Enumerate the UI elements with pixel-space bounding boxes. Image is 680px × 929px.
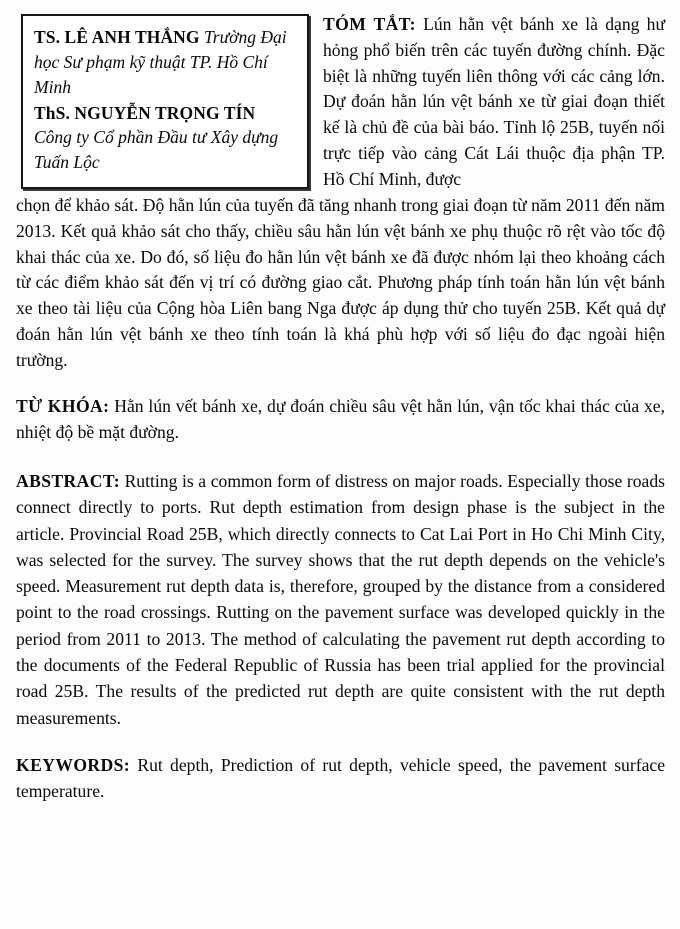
author-line-2 bbox=[34, 101, 296, 126]
author-affiliation-2: Công ty Cổ phần Đầu tư Xây dựng Tuấn Lộc bbox=[34, 127, 279, 173]
vietnamese-keywords-label: TỪ KHÓA: bbox=[16, 396, 110, 417]
top-zone bbox=[0, 0, 680, 193]
author-name-2: ThS. NGUYỄN TRỌNG TÍN bbox=[34, 102, 256, 123]
english-abstract-label: ABSTRACT: bbox=[16, 470, 120, 491]
english-keywords-label: KEYWORDS: bbox=[16, 754, 131, 775]
vietnamese-keywords bbox=[16, 394, 665, 446]
author-entry-2 bbox=[34, 101, 296, 176]
vietnamese-abstract-text: Lún hằn vệt bánh xe là dạng hư hỏng phổ biến trên các tuyến đường chính. Đặc biệt là những tuyến liên thông với các cảng lớn. Dự đoán hằn lún vệt bánh xe từ giai đoạn thiết kế là chủ đề của bài báo. Tỉnh lộ 25B, tuyến nối trực tiếp vào cảng Cát Lái thuộc địa phận TP. Hồ Chí Minh, được bbox=[323, 14, 665, 189]
author-affiliation-line-2 bbox=[34, 125, 296, 175]
author-affiliation-1: Trường Đại học Sư phạm kỹ thuật TP. Hồ Chí Minh bbox=[34, 27, 287, 97]
vietnamese-abstract-continued-text: chọn để khảo sát. Độ hằn lún của tuyến đã tăng nhanh trong giai đoạn từ năm 2011 đến năm 2013. Kết quả khảo sát cho thấy, chiều sâu hằn lún vệt bánh xe phụ thuộc rõ rệt vào tốc độ khai thác của xe. Do đó, số liệu đo hằn lún vệt bánh xe đã được nhóm lại theo khoảng cách từ các điểm khảo sát đến vị trí có đường giao cắt. Phương pháp tính toán hằn lún vệt bánh xe theo tài liệu của Cộng hòa Liên bang Nga được áp dụng thử cho tuyến 25B. Kết quả dự đoán hằn lún vệt bánh xe theo tính toán là khá phù hợp với số liệu đo đạc ngoài hiện trường. bbox=[16, 195, 665, 370]
english-abstract-text: Rutting is a common form of distress on major roads. Especially those roads connect directly to ports. Rut depth estimation from design phase is the subject in the article. Provincial Road 25B, which directly connects to Cat Lai Port in Ho Chi Minh City, was selected for the survey. The survey shows that the rut depth depends on the vehicle's speed. Measurement rut depth data is, therefore, grouped by the distance from a considered point to the road crossings. Rutting on the pavement surface was developed quickly in the period from 2011 to 2013. The method of calculating the pavement rut depth according to the documents of the Federal Republic of Russia has been trial applied for the provincial road 25B. The results of the predicted rut depth are quite consistent with the rut depth measurements. bbox=[16, 470, 665, 728]
author-line-1 bbox=[34, 25, 296, 100]
vietnamese-abstract-continued bbox=[16, 193, 665, 373]
vietnamese-abstract-label: TÓM TẮT: bbox=[323, 14, 416, 34]
author-info-box bbox=[21, 14, 309, 189]
vietnamese-keywords-text: Hằn lún vết bánh xe, dự đoán chiều sâu vệt hằn lún, vận tốc khai thác của xe, nhiệt độ bề mặt đường. bbox=[16, 396, 665, 443]
author-name-1: TS. LÊ ANH THẮNG bbox=[34, 27, 200, 47]
english-keywords bbox=[16, 752, 665, 805]
spacer-before-english-abstract bbox=[16, 446, 665, 468]
author-entry-1 bbox=[34, 25, 296, 100]
english-abstract bbox=[16, 468, 665, 731]
english-keywords-text: Rut depth, Prediction of rut depth, vehicle speed, the pavement surface temperature. bbox=[16, 754, 665, 802]
spacer-before-english-keywords bbox=[16, 731, 665, 752]
body-block bbox=[0, 193, 680, 804]
spacer-before-vietnamese-keywords bbox=[16, 373, 665, 394]
